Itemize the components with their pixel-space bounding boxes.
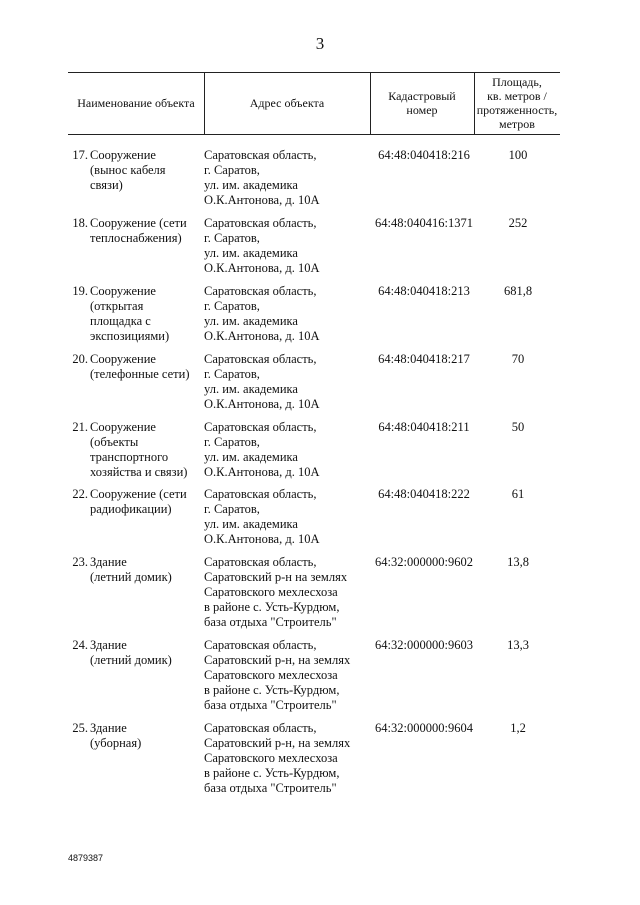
object-address: Саратовская область, г. Саратов, ул. им. академика О.К.Антонова, д. 10А: [204, 148, 320, 207]
object-area: 681,8: [503, 284, 533, 298]
header-address: Адрес объекта: [249, 96, 325, 110]
object-name: Сооружение (вынос кабеля связи): [90, 148, 166, 192]
object-name: Сооружение (открытая площадка с экспозициями): [90, 284, 170, 343]
row-number: 20.: [72, 352, 88, 366]
cadastral-number: 64:32:000000:9604: [375, 721, 473, 735]
object-name: Здание (уборная): [90, 721, 142, 750]
row-number: 25.: [72, 721, 88, 735]
cadastral-number: 64:48:040418:216: [378, 148, 470, 162]
object-area: 70: [511, 352, 525, 366]
row-number: 19.: [72, 284, 88, 298]
object-name: Сооружение (сети теплоснабжения): [90, 216, 187, 245]
row-number: 18.: [72, 216, 88, 230]
object-area: 50: [511, 420, 525, 434]
object-address: Саратовская область, г. Саратов, ул. им. академика О.К.Антонова, д. 10А: [204, 216, 320, 275]
cadastral-number: 64:48:040418:217: [378, 352, 470, 366]
row-number: 17.: [72, 148, 88, 162]
row-number: 22.: [72, 487, 88, 501]
header-name: Наименование объекта: [77, 96, 195, 110]
cadastral-number: 64:48:040418:213: [378, 284, 470, 298]
object-name: Здание (летний домик): [90, 638, 172, 667]
header-area: Площадь, кв. метров / протяженность, метров: [476, 75, 558, 131]
row-number: 23.: [72, 555, 88, 569]
row-number: 24.: [72, 638, 88, 652]
table-header-rule: [68, 134, 560, 135]
object-area: 100: [508, 148, 528, 162]
object-address: Саратовская область, Саратовский р-н на землях Саратовского мехлесхоза в районе с. Усть-Курдюм, база отдыха "Строитель": [204, 555, 348, 629]
header-cadastral: Кадастровый номер: [388, 89, 456, 117]
object-area: 1,2: [510, 721, 526, 735]
page-number: 3: [315, 34, 325, 53]
object-address: Саратовская область, г. Саратов, ул. им. академика О.К.Антонова, д. 10А: [204, 487, 320, 546]
object-area: 252: [508, 216, 528, 230]
cadastral-number: 64:32:000000:9603: [375, 638, 473, 652]
object-name: Сооружение (сети радиофикации): [90, 487, 187, 516]
object-address: Саратовская область, г. Саратов, ул. им. академика О.К.Антонова, д. 10А: [204, 420, 320, 479]
row-number: 21.: [72, 420, 88, 434]
cadastral-number: 64:32:000000:9602: [375, 555, 473, 569]
object-address: Саратовская область, Саратовский р-н, на землях Саратовского мехлесхоза в районе с. Усть-Курдюм, база отдыха "Строитель": [204, 638, 351, 712]
object-name: Здание (летний домик): [90, 555, 172, 584]
cadastral-number: 64:48:040418:222: [378, 487, 470, 501]
object-address: Саратовская область, г. Саратов, ул. им. академика О.К.Антонова, д. 10А: [204, 352, 320, 411]
object-address: Саратовская область, Саратовский р-н, на землях Саратовского мехлесхоза в районе с. Усть-Курдюм, база отдыха "Строитель": [204, 721, 351, 795]
cadastral-number: 64:48:040418:211: [378, 420, 470, 434]
object-address: Саратовская область, г. Саратов, ул. им. академика О.К.Антонова, д. 10А: [204, 284, 320, 343]
document-code: 4879387: [68, 853, 104, 863]
object-name: Сооружение (объекты транспортного хозяйства и связи): [90, 420, 188, 479]
object-area: 13,3: [507, 638, 529, 652]
cadastral-number: 64:48:040416:1371: [375, 216, 473, 230]
object-name: Сооружение (телефонные сети): [90, 352, 190, 381]
object-area: 61: [511, 487, 525, 501]
object-area: 13,8: [507, 555, 529, 569]
